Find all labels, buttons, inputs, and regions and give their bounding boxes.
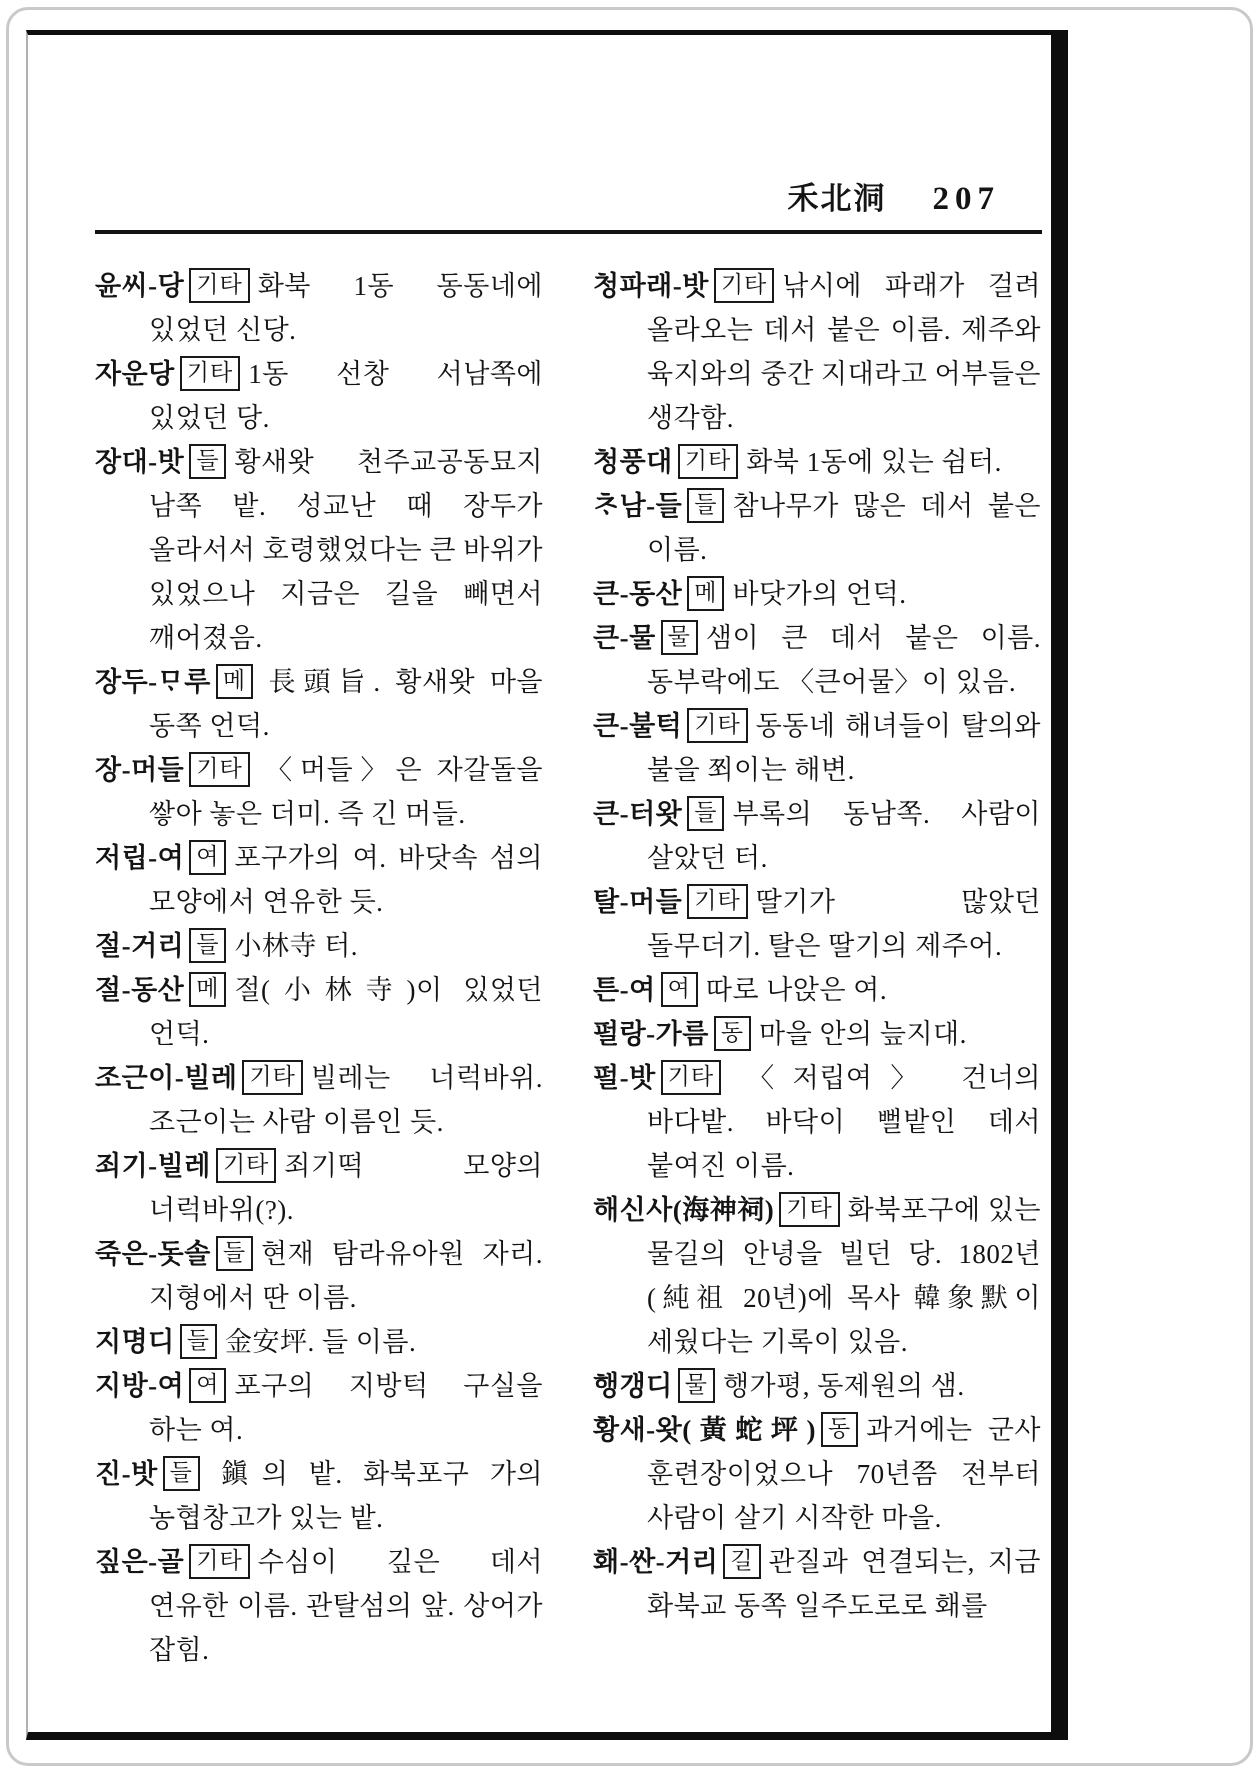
entry-category-tag: 기타 xyxy=(661,1060,721,1095)
entry-headword: 자운당 xyxy=(95,359,175,389)
dictionary-entry xyxy=(95,1452,543,1540)
entry-category-tag: 기타 xyxy=(189,1544,249,1579)
entry-category-tag: 들 xyxy=(180,1324,217,1359)
dictionary-entry xyxy=(95,352,543,440)
entry-definition: 1동 선창 서남쪽에 있었던 당. xyxy=(149,359,543,433)
entry-headword: 펄-밧 xyxy=(593,1063,656,1093)
section-title-hanja: 禾北洞 xyxy=(787,181,887,216)
entry-headword: 큰-동산 xyxy=(593,579,683,609)
entry-category-tag: 들 xyxy=(163,1456,200,1491)
dictionary-entry xyxy=(95,1056,543,1144)
entry-headword: 청파래-밧 xyxy=(593,271,709,301)
entry-category-tag: 동 xyxy=(821,1412,858,1447)
entry-definition: 황새왓 천주교공동묘지 남쪽 밭. 성교난 때 장두가 올라서서 호령했었다는 큰 바위가 있었으나 지금은 길을 빼면서 깨어졌음. xyxy=(149,447,543,653)
entry-category-tag: 메 xyxy=(216,664,253,699)
text-columns xyxy=(95,264,1042,1672)
entry-category-tag: 기타 xyxy=(687,708,747,743)
dictionary-entry xyxy=(593,1012,1041,1056)
entry-definition: 빌레는 너럭바위. 조근이는 사람 이름인 듯. xyxy=(149,1063,543,1137)
page-number: 207 xyxy=(932,181,1000,217)
entry-headword: 청풍대 xyxy=(593,447,673,477)
entry-headword: 윤씨-당 xyxy=(95,271,185,301)
entry-category-tag: 메 xyxy=(189,972,226,1007)
dictionary-entry xyxy=(593,1408,1041,1540)
entry-headword: 진-밧 xyxy=(95,1459,158,1489)
left-column xyxy=(95,264,543,1672)
entry-headword: 장-머들 xyxy=(95,755,185,785)
entry-category-tag: 들 xyxy=(189,928,226,963)
right-column xyxy=(593,264,1041,1672)
entry-definition: 낚시에 파래가 걸려 올라오는 데서 붙은 이름. 제주와 육지와의 중간 지대라고 어부들은 생각함. xyxy=(647,271,1041,433)
running-head xyxy=(95,173,1042,218)
dictionary-entry xyxy=(95,924,543,968)
dictionary-entry xyxy=(593,484,1041,572)
entry-headword: 홰-싼-거리 xyxy=(593,1547,719,1577)
entry-definition: 鎭의 밭. 화북포구 가의 농협창고가 있는 밭. xyxy=(149,1459,543,1533)
entry-definition: 포구의 지방턱 구실을 하는 여. xyxy=(149,1371,543,1445)
entry-definition: 수심이 깊은 데서 연유한 이름. 관탈섬의 앞. 상어가 잡힘. xyxy=(149,1547,543,1665)
entry-category-tag: 들 xyxy=(687,796,724,831)
entry-definition: 샘이 큰 데서 붙은 이름. 동부락에도 〈큰어물〉이 있음. xyxy=(647,623,1041,697)
entry-headword: 펄랑-가름 xyxy=(593,1019,709,1049)
entry-headword: 황새-왓(黃蛇坪) xyxy=(593,1415,816,1445)
entry-category-tag: 여 xyxy=(661,972,698,1007)
entry-headword: 조근이-빌레 xyxy=(95,1063,238,1093)
entry-headword: 지명디 xyxy=(95,1327,175,1357)
entry-headword: 행갱디 xyxy=(593,1371,673,1401)
dictionary-entry xyxy=(95,836,543,924)
entry-definition: 金安坪. 들 이름. xyxy=(224,1327,417,1357)
entry-category-tag: 물 xyxy=(678,1368,715,1403)
dictionary-entry xyxy=(95,660,543,748)
dictionary-entry xyxy=(593,264,1041,440)
entry-headword: 죄기-빌레 xyxy=(95,1151,211,1181)
entry-category-tag: 동 xyxy=(714,1016,751,1051)
entry-definition: 따로 나앉은 여. xyxy=(705,975,888,1005)
entry-definition: 〈머들〉은 자갈돌을 쌓아 놓은 더미. 즉 긴 머들. xyxy=(149,755,543,829)
dictionary-entry xyxy=(95,1144,543,1232)
entry-category-tag: 기타 xyxy=(678,444,738,479)
entry-headword: 탈-머들 xyxy=(593,887,683,917)
entry-category-tag: 들 xyxy=(189,444,226,479)
dictionary-entry xyxy=(593,968,1041,1012)
entry-headword: 큰-불턱 xyxy=(593,711,683,741)
dictionary-entry xyxy=(95,1540,543,1672)
entry-headword: 절-거리 xyxy=(95,931,185,961)
dictionary-entry xyxy=(95,748,543,836)
entry-headword: 장두-ᄆᆞ루 xyxy=(95,667,211,697)
entry-category-tag: 기타 xyxy=(216,1148,276,1183)
entry-category-tag: 기타 xyxy=(687,884,747,919)
entry-headword: 튼-여 xyxy=(593,975,656,1005)
entry-headword: 큰-물 xyxy=(593,623,656,653)
entry-definition: 小林寺 터. xyxy=(234,931,359,961)
dictionary-entry xyxy=(593,616,1041,704)
entry-definition: 행가평, 동제원의 샘. xyxy=(722,1371,965,1401)
dictionary-entry xyxy=(593,704,1041,792)
entry-category-tag: 기타 xyxy=(180,356,240,391)
entry-headword: 죽은-돗솔 xyxy=(95,1239,211,1269)
entry-definition: 화북포구에 있는 물길의 안녕을 빌던 당. 1802년(純祖 20년)에 목사 韓象默이 세웠다는 기록이 있음. xyxy=(647,1195,1041,1357)
dictionary-entry xyxy=(95,1364,543,1452)
entry-category-tag: 여 xyxy=(189,1368,226,1403)
entry-headword: 저립-여 xyxy=(95,843,185,873)
entry-category-tag: 기타 xyxy=(189,268,249,303)
entry-definition: 딸기가 많았던 돌무더기. 탈은 딸기의 제주어. xyxy=(647,887,1041,961)
entry-category-tag: 기타 xyxy=(242,1060,302,1095)
entry-definition: 동동네 해녀들이 탈의와 불을 쬐이는 해변. xyxy=(647,711,1041,785)
dictionary-entry xyxy=(593,572,1041,616)
dictionary-entry xyxy=(593,880,1041,968)
entry-headword: 큰-터왓 xyxy=(593,799,683,829)
dictionary-entry xyxy=(95,264,543,352)
dictionary-entry xyxy=(95,1232,543,1320)
entry-definition: 〈저립여〉 건너의 바다밭. 바닥이 뻘밭인 데서 붙여진 이름. xyxy=(647,1063,1041,1181)
header-rule xyxy=(95,230,1042,234)
entry-definition: 관질과 연결되는, 지금 화북교 동쪽 일주도로로 홰를 xyxy=(647,1547,1041,1621)
page-content xyxy=(95,173,1042,1672)
entry-headword: 지방-여 xyxy=(95,1371,185,1401)
entry-headword: 해신사(海神祠) xyxy=(593,1195,775,1225)
dictionary-entry xyxy=(593,1364,1041,1408)
entry-definition: 절(小林寺)이 있었던 언덕. xyxy=(149,975,543,1049)
dictionary-entry xyxy=(95,440,543,660)
entry-definition: 죄기떡 모양의 너럭바위(?). xyxy=(149,1151,543,1225)
entry-headword: 절-동산 xyxy=(95,975,185,1005)
entry-definition: 참나무가 많은 데서 붙은 이름. xyxy=(647,491,1041,565)
entry-definition: 포구가의 여. 바닷속 섬의 모양에서 연유한 듯. xyxy=(149,843,543,917)
entry-category-tag: 들 xyxy=(687,488,724,523)
entry-definition: 과거에는 군사 훈련장이었으나 70년쯤 전부터 사람이 살기 시작한 마을. xyxy=(647,1415,1041,1533)
dictionary-entry xyxy=(593,1188,1041,1364)
dictionary-entry xyxy=(95,1320,543,1364)
entry-definition: 마을 안의 늪지대. xyxy=(759,1019,967,1049)
entry-category-tag: 물 xyxy=(661,620,698,655)
entry-definition: 長頭旨. 황새왓 마을 동쪽 언덕. xyxy=(149,667,543,741)
dictionary-entry xyxy=(593,792,1041,880)
dictionary-entry xyxy=(593,1540,1041,1628)
entry-category-tag: 들 xyxy=(216,1236,253,1271)
entry-definition: 부록의 동남쪽. 사람이 살았던 터. xyxy=(647,799,1041,873)
book-page xyxy=(26,30,1068,1740)
entry-category-tag: 기타 xyxy=(189,752,249,787)
entry-headword: ᄎᆞ남-들 xyxy=(593,491,683,521)
entry-definition: 현재 탐라유아원 자리. 지형에서 딴 이름. xyxy=(149,1239,543,1313)
entry-category-tag: 여 xyxy=(189,840,226,875)
entry-category-tag: 메 xyxy=(687,576,724,611)
entry-definition: 바닷가의 언덕. xyxy=(732,579,907,609)
entry-headword: 장대-밧 xyxy=(95,447,185,477)
dictionary-entry xyxy=(95,968,543,1056)
entry-category-tag: 기타 xyxy=(714,268,774,303)
entry-category-tag: 기타 xyxy=(779,1192,839,1227)
entry-category-tag: 길 xyxy=(723,1544,760,1579)
entry-definition: 화북 1동에 있는 쉼터. xyxy=(746,447,1002,477)
dictionary-entry xyxy=(593,1056,1041,1188)
entry-definition: 화북 1동 동동네에 있었던 신당. xyxy=(149,271,543,345)
dictionary-entry xyxy=(593,440,1041,484)
entry-headword: 짚은-골 xyxy=(95,1547,185,1577)
